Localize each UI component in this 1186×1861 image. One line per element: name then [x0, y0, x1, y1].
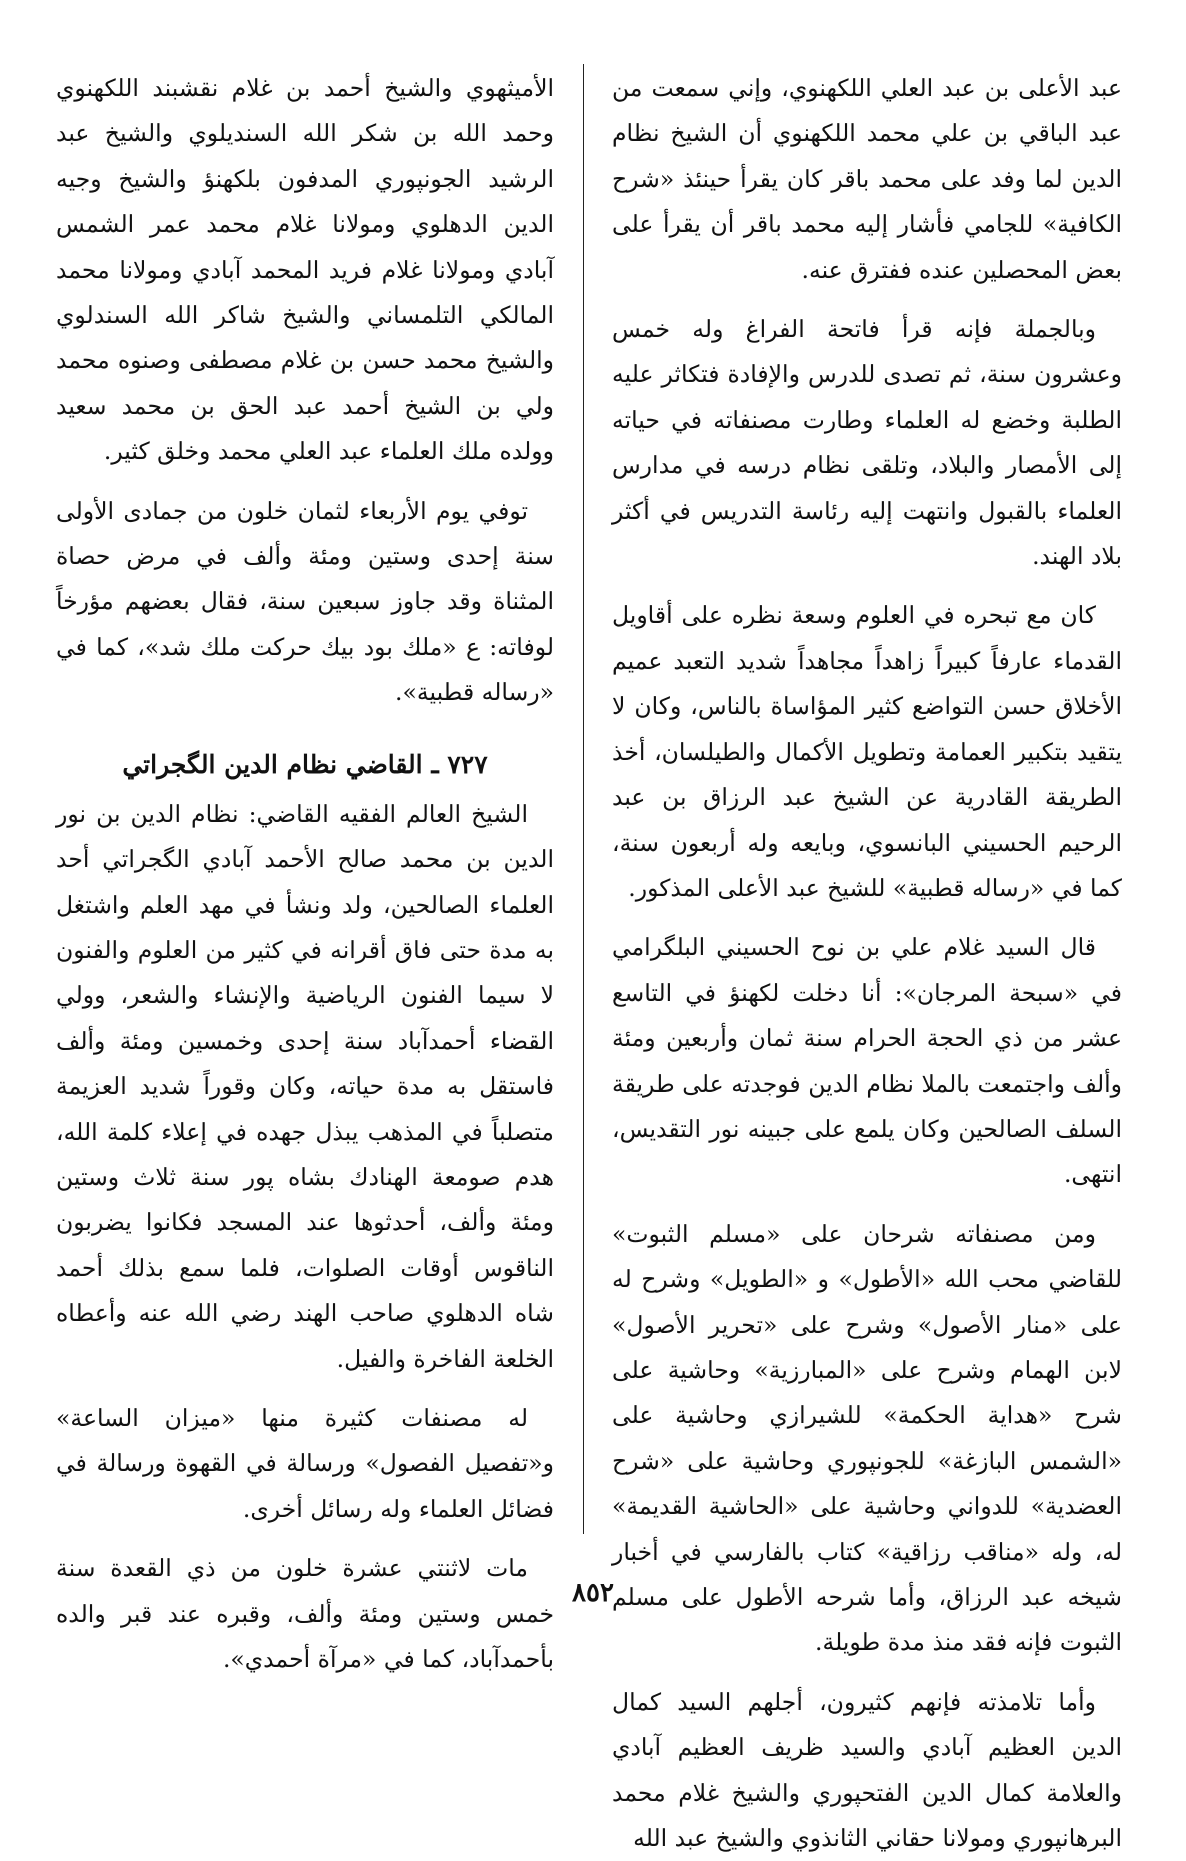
paragraph: مات لاثنتي عشرة خلون من ذي القعدة سنة خمس وستين ومئة وألف، وقبره عند قبر والده بأحمدآباد، كما في «مرآة أحمدي».	[56, 1554, 554, 1673]
paragraph: وأما تلامذته فإنهم كثيرون، أجلهم السيد كمال الدين العظيم آبادي والسيد ظريف العظيم آبادي والعلامة كمال الدين الفتحپوري والشيخ غلام محمد البرهانپوري ومولانا حقاني الثانذوي والشيخ عبد الله	[612, 1687, 1122, 1853]
paragraph: الأميثهوي والشيخ أحمد بن غلام نقشبند اللكهنوي وحمد الله بن شكر الله السنديلوي والشيخ عبد الرشيد الجونپوري المدفون بلكهنؤ والشيخ وجيه الدين الدهلوي ومولانا غلام محمد عمر الشمس آبادي ومولانا غلام فريد المحمد آبادي ومولانا محمد المالكي التلمساني والشيخ شاكر الله السندلوي والشيخ محمد حسن بن غلام مصطفى وصنوه محمد ولي بن الشيخ أحمد عبد الحق بن محمد سعيد وولده ملك العلماء عبد العلي محمد وخلق كثير.	[56, 74, 554, 466]
paragraph: له مصنفات كثيرة منها «ميزان الساعة» و«تفصيل الفصول» ورسالة في القهوة ورسالة في فضائل العلماء وله رسائل أخرى.	[56, 1403, 554, 1523]
paragraph: عبد الأعلى بن عبد العلي اللكهنوي، وإني سمعت من عبد الباقي بن علي محمد اللكهنوي أن الشيخ نظام الدين لما وفد على محمد باقر كان يقرأ حينئذ «شرح الكافية» للجامي فأشار إليه محمد باقر أن يقرأ على بعض المحصلين عنده ففترق عنه.	[612, 74, 1122, 284]
right-column	[612, 66, 1122, 1853]
paragraph: الشيخ العالم الفقيه القاضي: نظام الدين بن نور الدين بن محمد صالح الأحمد آبادي الگجراتي أحد العلماء الصالحين، ولد ونشأ في مهد العلم واشتغل به مدة حتى فاق أقرانه في كثير من العلوم والفنون لا سيما الفنون الرياضية والإنشاء والشعر، وولي القضاء أحمدآباد سنة إحدى وخمسين ومئة وألف فاستقل به مدة حياته، وكان وقوراً شديد العزيمة متصلباً في المذهب يبذل جهده في إعلاء كلمة الله، هدم صومعة الهنادك بشاه پور سنة ثلاث وستين ومئة وألف، أحدثوها عند المسجد فكانوا يضربون الناقوس أوقات الصلوات، فلما سمع بذلك أحمد شاه الدهلوي صاحب الهند رضي الله عنه وأعطاه الخلعة الفاخرة والفيل.	[56, 799, 554, 1373]
left-column	[56, 66, 554, 1673]
paragraph: ومن مصنفاته شرحان على «مسلم الثبوت» للقاضي محب الله «الأطول» و «الطويل» وشرح له على «منار الأصول» وشرح على «تحرير الأصول» لابن الهمام وشرح على «المبارزية» وحاشية على شرح «هداية الحكمة» للشيرازي وحاشية على «الشمس البازغة» للجونپوري وحاشية على «شرح العضدية» للدواني وحاشية على «الحاشية القديمة» له، وله «مناقب رزاقية» كتاب بالفارسي في أخبار شيخه عبد الرزاق، وأما شرحه الأطول على مسلم الثبوت فإنه فقد منذ مدة طويلة.	[612, 1219, 1122, 1657]
paragraph: توفي يوم الأربعاء لثمان خلون من جمادى الأولى سنة إحدى وستين ومئة وألف في مرض حصاة المثناة وقد جاوز سبعين سنة، فقال بعضهم مؤرخاً لوفاته: ع «ملك بود بيك حركت ملك شد»، كما في «رساله قطبية».	[56, 496, 554, 707]
paragraph: وبالجملة فإنه قرأ فاتحة الفراغ وله خمس وعشرون سنة، ثم تصدى للدرس والإفادة فتكاثر عليه الطلبة وخضع له العلماء وطارت مصنفاته في حياته إلى الأمصار والبلاد، وتلقى نظام درسه في مدارس العلماء بالقبول وانتهت إليه رئاسة التدريس في أكثر بلاد الهند.	[612, 315, 1122, 571]
paragraph: كان مع تبحره في العلوم وسعة نظره على أقاويل القدماء عارفاً كبيراً زاهداً مجاهداً شديد التعبد عميم الأخلاق حسن التواضع كثير المؤاساة بالناس، وكان لا يتقيد بتكبير العمامة وتطويل الأكمال والطيلسان، أخذ الطريقة القادرية عن الشيخ عبد الرزاق بن عبد الرحيم الحسيني البانسوي، وبايعه وله أربعون سنة، كما في «رساله قطبية» للشيخ عبد الأعلى المذكور.	[612, 601, 1122, 902]
column-divider	[583, 64, 584, 1534]
entry-heading: ٧٢٧ ـ القاضي نظام الدين الگجراتي	[122, 749, 488, 779]
paragraph: قال السيد غلام علي بن نوح الحسيني البلگرامي في «سبحة المرجان»: أنا دخلت لكهنؤ في التاسع عشر من ذي الحجة الحرام سنة ثمان وأربعين ومئة وألف واجتمعت بالملا نظام الدين فوجدته على طريقة السلف الصالحين وكان يلمع على جبينه نور التقديس، انتهى.	[612, 933, 1122, 1189]
page-number: ٨٥٢	[572, 1578, 614, 1608]
